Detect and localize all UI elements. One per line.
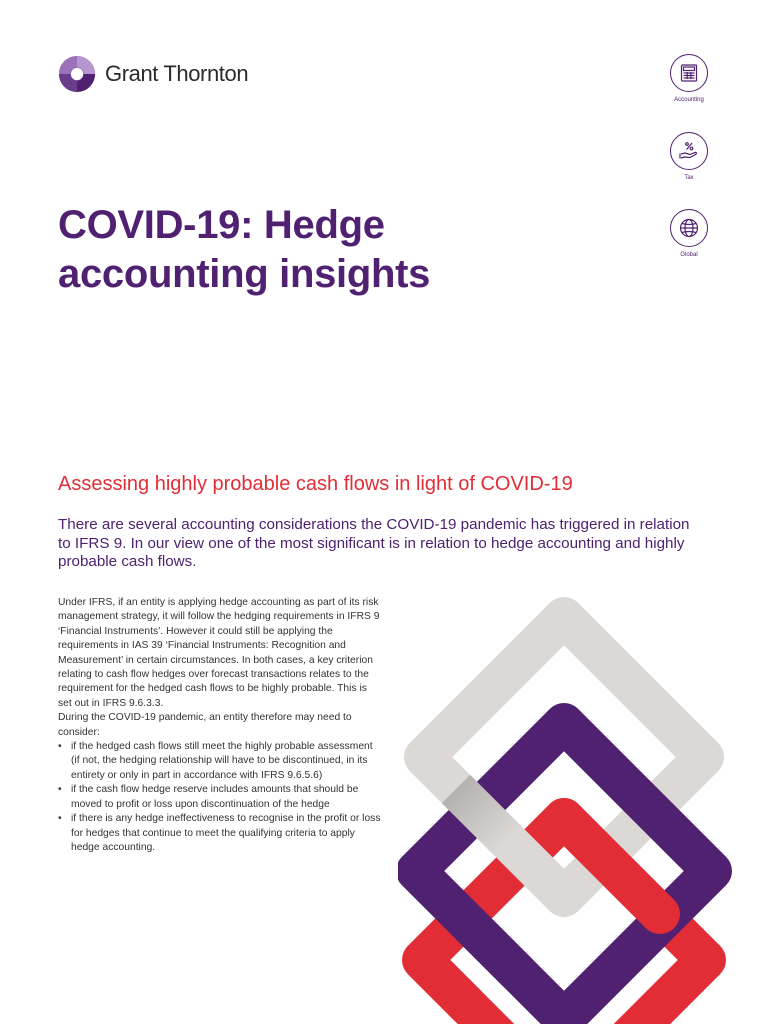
considerations-list: [58, 740, 383, 855]
grey-chain-link: [424, 617, 704, 897]
tax-topic-badge[interactable]: [668, 132, 710, 181]
page-title: [58, 201, 430, 299]
page-title-line-2: accounting insights: [58, 252, 431, 296]
tax-circle: [670, 132, 708, 170]
body-paragraph-2: During the COVID-19 pandemic, an entity therefore may need to consider:: [58, 712, 352, 738]
accounting-label: Accounting: [674, 97, 704, 103]
purple-chain-overlap: [468, 923, 518, 973]
grant-thornton-logo-icon: [58, 55, 96, 93]
page-title-line-1: COVID-19: Hedge: [58, 203, 385, 247]
hand-percent-icon: [678, 140, 700, 162]
accounting-circle: [670, 54, 708, 92]
body-text-column: [58, 596, 383, 855]
red-chain-link-front-left: [422, 960, 468, 1006]
calculator-icon: [679, 63, 699, 83]
list-item: • if the hedged cash flows still meet the highly probable assessment (if not, the hedging relationship will have to be discontinued, in its entirety or only in part in accordance with IFRS 9.6.5.6): [58, 740, 383, 783]
globe-icon: [678, 217, 700, 239]
global-circle: [670, 209, 708, 247]
global-topic-badge[interactable]: [668, 209, 710, 258]
accounting-topic-badge[interactable]: [668, 54, 710, 103]
brand-name: Grant Thornton: [105, 61, 249, 86]
brand-logo[interactable]: [58, 54, 248, 94]
global-label: Global: [680, 252, 698, 258]
tax-label: Tax: [684, 175, 694, 181]
section-heading: Assessing highly probable cash flows in light of COVID-19: [58, 473, 573, 495]
interlocking-chain-illustration: [398, 596, 768, 1024]
list-item: • if the cash flow hedge reserve includes amounts that should be moved to profit or loss upon discontinuation of the hedge: [58, 783, 383, 812]
body-paragraph-1: Under IFRS, if an entity is applying hedge accounting as part of its risk management strategy, it will follow the hedging requirements in IFRS 9 ‘Financial Instruments’. However it could still be applying the requirements in IAS 39 ‘Financial Instruments: Recognition and Measurement’ in certain circumstances. In both cases, a key criterion relating to cash flow hedges over forecast transactions relates to the requirement for the hedged cash flows to be highly probable. This is set out in IFRS 9.6.3.3.: [58, 597, 380, 709]
list-item: • if there is any hedge ineffectiveness to recognise in the profit or loss for hedges that continue to meet the qualifying criteria to apply hedge accounting.: [58, 812, 383, 855]
intro-paragraph: There are several accounting considerations the COVID-19 pandemic has triggered in relation to IFRS 9. In our view one of the most significant is in relation to hedge accounting and highly probable cash flows.: [58, 516, 690, 571]
